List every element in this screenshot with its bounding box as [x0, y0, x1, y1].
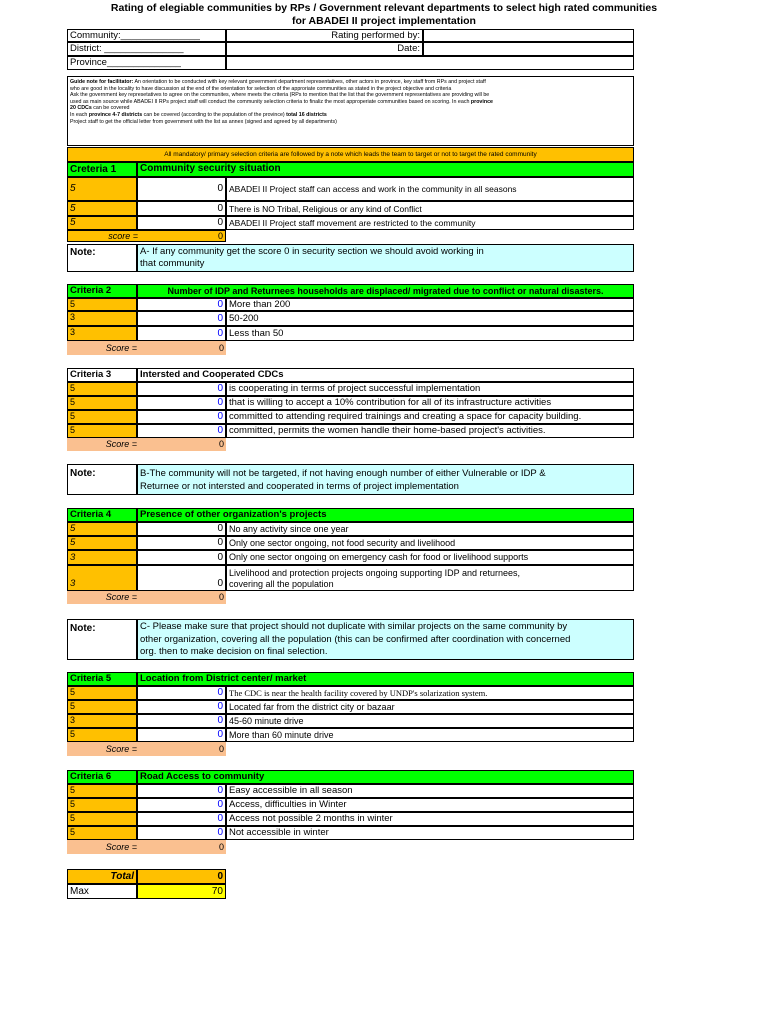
criteria-1-score-input[interactable]: 0	[137, 177, 226, 201]
criteria-2-description: 50-200	[226, 311, 634, 326]
criteria-4-heading: Presence of other organization's projects	[137, 508, 634, 522]
criteria-3-description: committed to attending required trainings and creating a space for capacity building.	[226, 410, 634, 424]
guide-note-bold: Guide note for facilitator:	[70, 79, 134, 85]
criteria-1-description: ABADEI II Project staff movement are restricted to the community	[226, 216, 634, 230]
criteria-5-score-input[interactable]: 0	[137, 700, 226, 714]
date-input[interactable]	[423, 42, 634, 56]
criteria-5-description: The CDC is near the health facility covered by UNDP's solarization system.	[226, 686, 634, 700]
criteria-5-weight: 5	[67, 700, 137, 714]
page-title-line2: for ABADEI II project implementation	[292, 15, 476, 27]
note-1-line2: that community	[140, 258, 205, 269]
criteria-5-description: More than 60 minute drive	[226, 728, 634, 742]
criteria-2-weight: 3	[67, 311, 137, 326]
criteria-2-score-total	[67, 341, 226, 355]
criteria-6-description: Access, difficulties in Winter	[226, 798, 634, 812]
note-2-line2: Returnee or not intersted and cooperated in terms of project implementation	[140, 481, 459, 492]
district-field[interactable]: District: _______________	[67, 42, 226, 56]
criteria-1-score-value: 0	[217, 231, 223, 241]
criteria-6-score-input[interactable]: 0	[137, 812, 226, 826]
guide-note-line4: used as main source while ABADEI II RPs project staff will conduct the community selection criteria to finaliz the most approperiate communities based on scoring. In each	[70, 98, 471, 105]
criteria-3-score-label: Score =	[105, 439, 137, 449]
criteria-6-description: Easy accessible in all season	[226, 784, 634, 798]
criteria-5-heading: Location from District center/ market	[137, 672, 634, 686]
criteria-3-description: is cooperating in terms of project successful implementation	[226, 382, 634, 396]
criteria-1-weight: 5	[67, 177, 137, 201]
criteria-5-weight: 5	[67, 686, 137, 700]
criteria-4-score-input[interactable]: 0	[137, 565, 226, 591]
criteria-4-description-line2: covering all the population	[229, 579, 334, 589]
province-field[interactable]: Province______________	[67, 56, 226, 70]
criteria-4-weight: 3	[67, 550, 137, 565]
guide-note-line7: Project staff to get the official letter from government with the list as annex (signed and agreed by all departments)	[70, 118, 337, 125]
criteria-4-weight: 5	[67, 522, 137, 536]
criteria-2-weight: 5	[67, 298, 137, 311]
criteria-6-heading: Road Access to community	[137, 770, 634, 784]
criteria-1-score-input[interactable]: 0	[137, 201, 226, 216]
criteria-3-score-input[interactable]: 0	[137, 410, 226, 424]
note-3-label: Note:	[67, 619, 137, 660]
criteria-5-score-input[interactable]: 0	[137, 686, 226, 700]
criteria-3-score-input[interactable]: 0	[137, 396, 226, 410]
criteria-5-description: 45-60 minute drive	[226, 714, 634, 728]
note-2-line1: B-The community will not be targeted, if not having enough number of either Vulnerable or IDP &	[140, 468, 546, 479]
criteria-4-score-input[interactable]: 0	[137, 522, 226, 536]
criteria-3-score-input[interactable]: 0	[137, 382, 226, 396]
criteria-1-description: There is NO Tribal, Religious or any kind of Conflict	[226, 201, 634, 216]
criteria-3-description: that is willing to accept a 10% contribution for all of its infrastructure activities	[226, 396, 634, 410]
criteria-3-weight: 5	[67, 396, 137, 410]
criteria-1-score-input[interactable]: 0	[137, 216, 226, 230]
note-3-line1: C- Please make sure that project should not duplicate with similar projects on the same community by	[140, 621, 568, 632]
criteria-4-score-input[interactable]: 0	[137, 536, 226, 550]
criteria-4-description: No any activity since one year	[226, 522, 634, 536]
criteria-3-score-total	[67, 438, 226, 451]
criteria-4-score-input[interactable]: 0	[137, 550, 226, 565]
criteria-3-description: committed, permits the women handle their home-based project's activities.	[226, 424, 634, 438]
guide-note-line6-bold: province 4-7 districts	[88, 111, 143, 118]
header-blank-cell	[226, 56, 634, 70]
criteria-4-description: Only one sector ongoing on emergency cash for food or livelihood supports	[226, 550, 634, 565]
page-title-line1: Rating of elegiable communities by RPs / Government relevant departments to select high rated communities	[110, 2, 658, 14]
guide-note-line6b: can be covered (according to the population of the province)	[142, 111, 287, 118]
criteria-2-score-input[interactable]: 0	[137, 326, 226, 341]
note-1-text	[137, 244, 634, 272]
note-1-line1: A- If any community get the score 0 in security section we should avoid working in	[140, 246, 484, 257]
criteria-4-description-line1: Livelihood and protection projects ongoing supporting IDP and returnees,	[229, 568, 521, 578]
criteria-6-weight: 5	[67, 798, 137, 812]
criteria-5-score-total	[67, 742, 226, 756]
note-2-label: Note:	[67, 464, 137, 495]
guide-note-line2: who are good in the locality to have discussion at the end of the orientation for selection of the approriate communities as stated in the project objective and criteria	[70, 85, 452, 92]
note-3-line3: org. then to make decision on final selection.	[140, 646, 328, 657]
criteria-1-label: Creteria 1	[67, 162, 137, 177]
criteria-5-label: Criteria 5	[67, 672, 137, 686]
guide-note-line6b-bold: total 16 districts	[286, 111, 327, 118]
total-label: Total	[67, 869, 137, 884]
total-value: 0	[137, 869, 226, 884]
criteria-2-score-value: 0	[218, 343, 224, 353]
criteria-2-weight: 3	[67, 326, 137, 341]
criteria-3-score-value: 0	[218, 439, 224, 449]
criteria-5-score-input[interactable]: 0	[137, 714, 226, 728]
criteria-4-weight: 3	[67, 565, 137, 591]
note-2-text	[137, 464, 634, 495]
guide-note	[67, 76, 634, 146]
criteria-5-score-value: 0	[218, 744, 224, 754]
criteria-2-description: Less than 50	[226, 326, 634, 341]
criteria-1-score-label: score =	[108, 231, 138, 241]
criteria-4-description: Only one sector ongoing, not food security and livelihood	[226, 536, 634, 550]
criteria-2-score-input[interactable]: 0	[137, 298, 226, 311]
criteria-6-score-total	[67, 840, 226, 854]
guide-note-line5-bold: 20 CDCs	[70, 105, 92, 112]
criteria-3-score-input[interactable]: 0	[137, 424, 226, 438]
criteria-1-heading: Community security situation	[137, 162, 634, 177]
criteria-6-label: Criteria 6	[67, 770, 137, 784]
criteria-4-label: Criteria 4	[67, 508, 137, 522]
criteria-6-weight: 5	[67, 784, 137, 798]
max-value: 70	[137, 884, 226, 899]
criteria-3-label: Criteria 3	[67, 368, 137, 382]
guide-note-line3: Ask the government key represetatives to agree on the communites, where meets the criteria (RPs to mention that the list that the government representatives are providing will be	[70, 92, 490, 99]
note-3-text	[137, 619, 634, 660]
community-field[interactable]: Community:_______________	[67, 29, 226, 42]
note-1-label: Note:	[67, 244, 137, 272]
criteria-1-weight: 5	[67, 216, 137, 230]
criteria-5-score-label: Score =	[105, 744, 137, 754]
criteria-2-heading: Number of IDP and Returnees households are displaced/ migrated due to conflict or natural disasters.	[137, 284, 634, 298]
criteria-4-score-value: 0	[218, 592, 224, 602]
criteria-2-score-label: Score =	[105, 343, 137, 353]
criteria-6-description: Access not possible 2 months in winter	[226, 812, 634, 826]
criteria-6-score-label: Score =	[105, 842, 137, 852]
criteria-5-weight: 3	[67, 714, 137, 728]
criteria-2-description: More than 200	[226, 298, 634, 311]
criteria-6-weight: 5	[67, 812, 137, 826]
criteria-5-weight: 5	[67, 728, 137, 742]
criteria-6-score-input[interactable]: 0	[137, 798, 226, 812]
criteria-4-description	[226, 565, 634, 591]
rating-performed-by-input[interactable]	[423, 29, 634, 42]
criteria-1-weight: 5	[67, 201, 137, 216]
criteria-3-weight: 5	[67, 382, 137, 396]
note-3-line2: other organization, covering all the population (this can be confirmed after coordination with concerned	[140, 633, 571, 645]
date-label: Date:	[226, 42, 423, 56]
criteria-6-score-input[interactable]: 0	[137, 826, 226, 840]
criteria-6-score-input[interactable]: 0	[137, 784, 226, 798]
criteria-2-score-input[interactable]: 0	[137, 311, 226, 326]
criteria-1-score-total	[67, 230, 226, 242]
guide-note-line4-bold: province	[470, 98, 493, 105]
criteria-2-label: Criteria 2	[67, 284, 137, 298]
criteria-6-score-value: 0	[218, 842, 224, 852]
criteria-1-description: ABADEI II Project staff can access and work in the community in all seasons	[226, 177, 634, 201]
guide-note-line6: In each	[70, 111, 89, 118]
criteria-5-score-input[interactable]: 0	[137, 728, 226, 742]
criteria-3-heading: Intersted and Cooperated CDCs	[137, 368, 634, 382]
criteria-4-score-label: Score =	[105, 592, 137, 602]
guide-note-line1: An orientation to be conducted with key relevant government department representatives, other actors in province, key staff from RPs and project staff	[133, 79, 486, 85]
criteria-3-weight: 5	[67, 424, 137, 438]
mandatory-criteria-banner: All mandatory/ primary selection criteria are followed by a note which leads the team to target or not to target the rated community	[67, 147, 634, 162]
guide-note-line5: can be covered	[91, 105, 130, 112]
criteria-6-description: Not accessible in winter	[226, 826, 634, 840]
criteria-4-weight: 5	[67, 536, 137, 550]
rating-performed-by-label: Rating performed by:	[226, 29, 423, 42]
max-label: Max	[67, 884, 137, 899]
criteria-6-weight: 5	[67, 826, 137, 840]
criteria-3-weight: 5	[67, 410, 137, 424]
criteria-5-description: Located far from the district city or bazaar	[226, 700, 634, 714]
criteria-4-score-total	[67, 591, 226, 604]
